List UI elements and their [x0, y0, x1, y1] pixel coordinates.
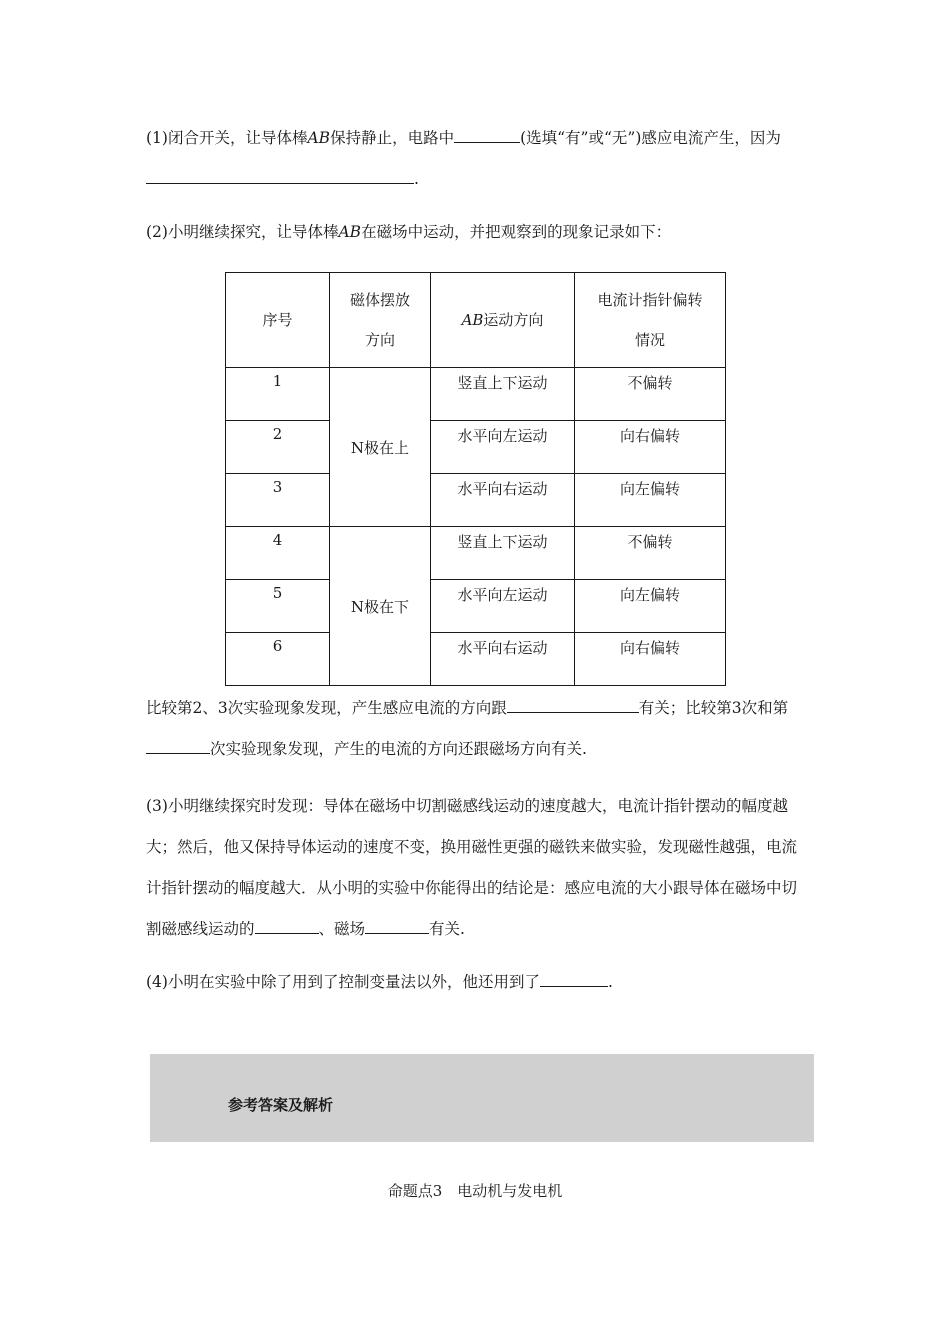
- table-row: [226, 580, 726, 633]
- header-motion: [431, 273, 575, 368]
- header-magnet-line2: 方向: [364, 331, 395, 349]
- q1-after: (选填“有”或“无”)感应电流产生，因为: [520, 129, 781, 147]
- comparison-paragraph: [146, 688, 808, 770]
- cell-deflect: 不偏转: [575, 368, 726, 421]
- compare-blank-2: [146, 738, 210, 754]
- q4-end: .: [607, 973, 613, 991]
- q1-blank-1: [454, 127, 520, 143]
- header-seq: [226, 273, 330, 368]
- q3-mid: 、磁场: [318, 920, 366, 938]
- cell-deflect: 向右偏转: [575, 633, 726, 686]
- header-deflect-line2: 情况: [634, 331, 665, 349]
- q1-blank-2: [146, 168, 414, 184]
- q2-ab-label: AB: [338, 223, 362, 241]
- header-deflect-line1: 电流计指针偏转: [597, 291, 703, 309]
- q1-end: .: [414, 170, 419, 188]
- compare-blank-1: [507, 697, 639, 713]
- q1-ab-label: AB: [307, 129, 331, 147]
- cell-seq: 6: [226, 633, 330, 686]
- experiment-table: [225, 272, 726, 686]
- cell-motion: 竖直上下运动: [431, 368, 575, 421]
- question-1: [146, 118, 808, 200]
- q3-end: 有关.: [429, 920, 465, 938]
- cell-deflect: 向左偏转: [575, 580, 726, 633]
- table-row: [226, 527, 726, 580]
- cell-deflect: 不偏转: [575, 527, 726, 580]
- table-row: [226, 421, 726, 474]
- q2-suffix: 在磁场中运动，并把观察到的现象记录如下：: [361, 223, 672, 241]
- q1-prefix: (1)闭合开关，让导体棒: [146, 129, 308, 147]
- header-seq-text: 序号: [262, 311, 293, 329]
- table-row: [226, 474, 726, 527]
- question-4: [146, 962, 808, 1003]
- compare-part3: 次实验现象发现，产生的电流的方向还跟磁场方向有关.: [210, 740, 587, 758]
- compare-part1: 比较第2、3次实验现象发现，产生感应电流的方向跟: [146, 699, 507, 717]
- cell-seq: 3: [226, 474, 330, 527]
- cell-magnet-group: N极在上: [330, 368, 431, 527]
- answer-section-title: 参考答案及解析: [228, 1096, 334, 1114]
- question-3: [146, 786, 808, 950]
- cell-motion: 水平向右运动: [431, 633, 575, 686]
- header-magnet: [330, 273, 431, 368]
- compare-part2: 有关；比较第3次和第: [638, 699, 789, 717]
- table-header-row: [226, 273, 726, 368]
- header-magnet-line1: 磁体摆放: [349, 291, 410, 309]
- cell-seq: 4: [226, 527, 330, 580]
- header-deflect: [575, 273, 726, 368]
- q1-mid: 保持静止，电路中: [330, 129, 455, 147]
- q2-prefix: (2)小明继续探究，让导体棒: [146, 223, 339, 241]
- question-2: [146, 212, 808, 253]
- sub-heading: 命题点3 电动机与发电机: [387, 1182, 563, 1200]
- q4-blank: [540, 971, 608, 987]
- cell-seq: 5: [226, 580, 330, 633]
- cell-motion: 水平向右运动: [431, 474, 575, 527]
- q3-blank-2: [365, 918, 429, 934]
- cell-motion: 竖直上下运动: [431, 527, 575, 580]
- q4-text: (4)小明在实验中除了用到了控制变量法以外，他还用到了: [146, 973, 540, 991]
- header-motion-ab: AB: [461, 311, 484, 329]
- cell-deflect: 向左偏转: [575, 474, 726, 527]
- answer-section-banner: [150, 1054, 814, 1142]
- cell-motion: 水平向左运动: [431, 421, 575, 474]
- cell-seq: 2: [226, 421, 330, 474]
- cell-motion: 水平向左运动: [431, 580, 575, 633]
- cell-seq: 1: [226, 368, 330, 421]
- cell-magnet-group: N极在下: [330, 527, 431, 686]
- table-row: [226, 633, 726, 686]
- table-row: [226, 368, 726, 421]
- q3-text: (3)小明继续探究时发现：导体在磁场中切割磁感线运动的速度越大，电流计指针摆动的幅度越大；然后，他又保持导体运动的速度不变，换用磁性更强的磁铁来做实验，发现磁性越强，电流计指针摆动的幅度越大．从小明的实验中你能得出的结论是：感应电流的大小跟导体在磁场中切割磁感线运动的: [146, 797, 798, 938]
- q3-blank-1: [255, 918, 319, 934]
- header-motion-rest: 运动方向: [483, 311, 544, 329]
- cell-deflect: 向右偏转: [575, 421, 726, 474]
